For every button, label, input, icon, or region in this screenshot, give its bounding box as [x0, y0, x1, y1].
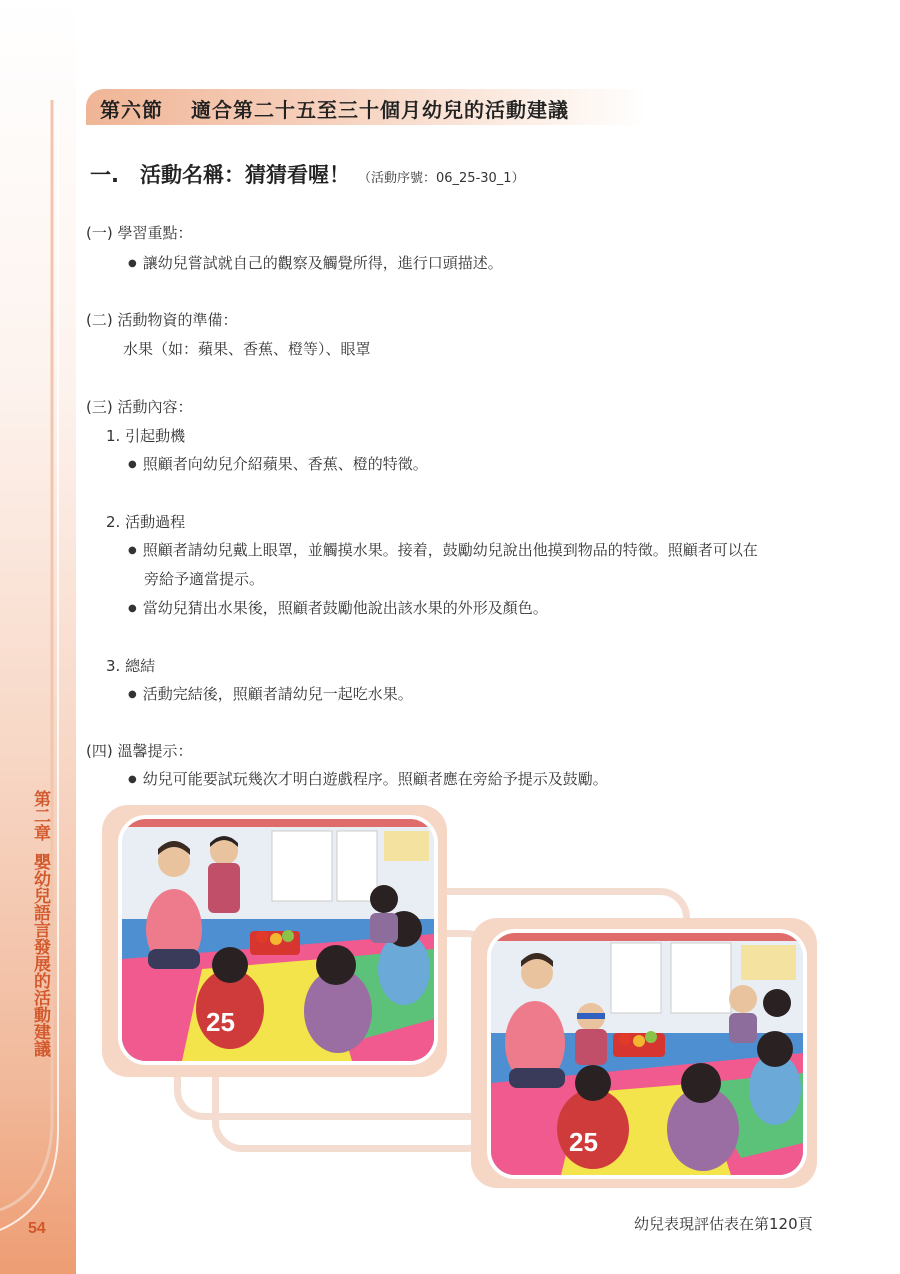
section-title-text: 適合第二十五至三十個月幼兒的活動建議 — [191, 98, 569, 122]
step-2-item-2: ● 當幼兒猜出水果後，照顧者鼓勵他說出該水果的外形及顏色。 — [128, 597, 548, 618]
step-2-item-1: ● 照顧者請幼兒戴上眼罩，並觸摸水果。接着，鼓勵幼兒說出他摸到物品的特徵。照顧者可以在 — [128, 539, 758, 560]
step-1-item: ● 照顧者向幼兒介紹蘋果、香蕉、橙的特徵。 — [128, 453, 428, 474]
activity-heading — [90, 159, 525, 189]
step-title-2: 2. 活動過程 — [106, 513, 186, 531]
section-number: 第六節 — [100, 98, 163, 122]
chapter-vertical-label — [30, 790, 52, 1057]
tips-item: ● 幼兒可能要試玩幾次才明白遊戲程序。照顧者應在旁給予提示及鼓勵。 — [128, 768, 608, 789]
shirt-number: 25 — [569, 1127, 598, 1157]
step-title-3: 3. 總結 — [106, 657, 156, 675]
materials-text: 水果（如：蘋果、香蕉、橙等）、眼罩 — [123, 340, 371, 358]
tips-label: (四) 溫馨提示： — [86, 742, 193, 760]
activity-photo-1 — [118, 815, 438, 1065]
focus-item: ● 讓幼兒嘗試就自己的觀察及觸覺所得，進行口頭描述。 — [128, 252, 503, 273]
activity-serial: （活動序號：06_25-30_1） — [357, 171, 525, 186]
section-title — [100, 94, 569, 123]
chapter-title: 嬰幼兒語言發展的活動建議 — [30, 853, 50, 1057]
content-label: (三) 活動內容： — [86, 398, 193, 416]
activity-name: 一. 活動名稱：猜猜看喔！ — [90, 163, 350, 187]
step-2-item-1-cont: 旁給予適當提示。 — [144, 570, 265, 588]
focus-label: (一) 學習重點： — [86, 224, 193, 242]
side-band — [0, 0, 76, 1274]
activity-photo-2 — [487, 929, 807, 1179]
page-number: 54 — [28, 1220, 46, 1237]
chapter-number: 第二章 — [30, 790, 50, 841]
shirt-number: 25 — [206, 1007, 235, 1037]
materials-label: (二) 活動物資的準備： — [86, 311, 238, 329]
step-3-item: ● 活動完結後，照顧者請幼兒一起吃水果。 — [128, 683, 413, 704]
step-title-1: 1. 引起動機 — [106, 427, 186, 445]
assessment-reference-note: 幼兒表現評估表在第120頁 — [634, 1215, 813, 1233]
